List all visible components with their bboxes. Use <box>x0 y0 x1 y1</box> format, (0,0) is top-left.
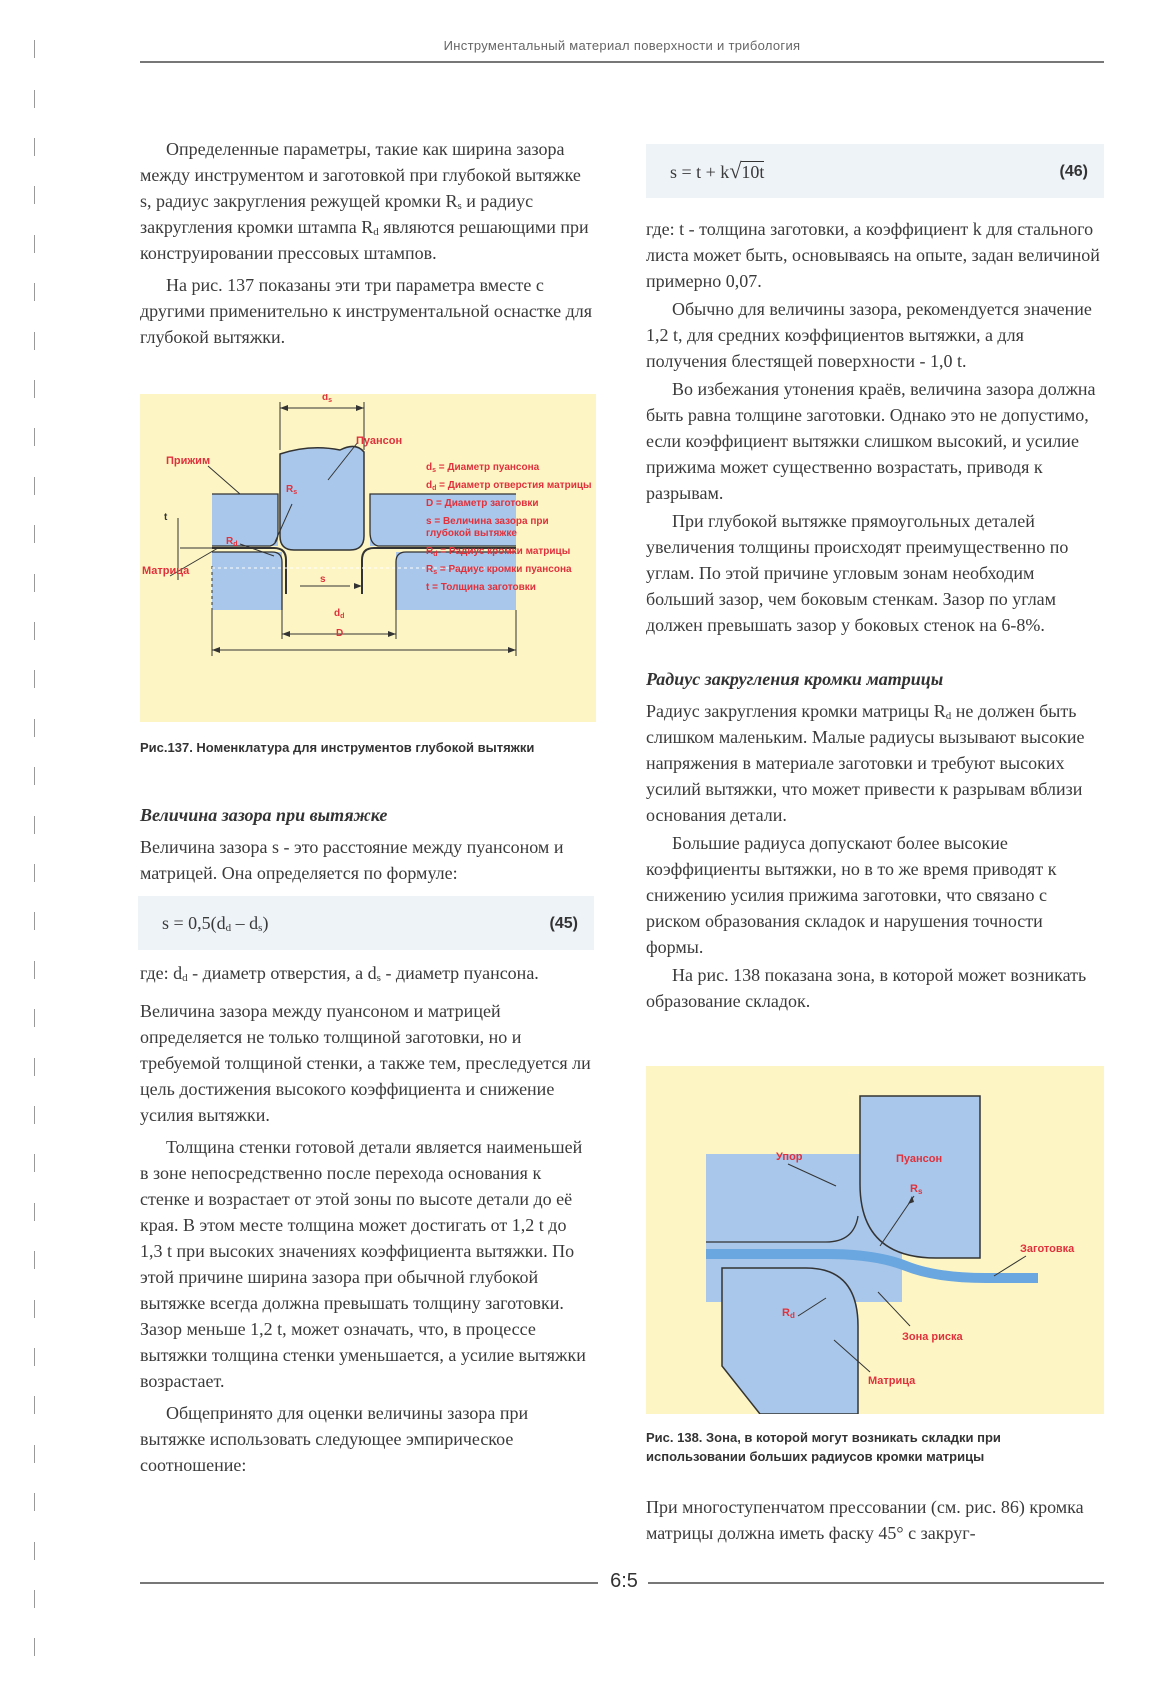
formula-46-number: (46) <box>1059 163 1088 180</box>
label-rs: Rs <box>910 1183 923 1196</box>
paragraph: На рис. 138 показана зона, в которой может возникать образование складок. <box>646 965 1087 1011</box>
die-block <box>722 1268 858 1414</box>
legend-item: $d_s$ = Диаметр пуансона <box>426 462 540 474</box>
punch-body <box>280 446 364 550</box>
punch-block <box>860 1096 980 1258</box>
paragraph: Большие радиуса допускают более высокие коэффициенты вытяжки, но в то же время приводят к снижению усилия прижима заготовки, что связано с риском образования складок и нарушения точности формы. <box>646 833 1057 957</box>
legend-item: $R_s$ = Радиус кромки пуансона <box>426 564 572 576</box>
fig137-legend <box>426 462 592 594</box>
formula-46 <box>646 144 1104 198</box>
label-s: s <box>320 574 326 585</box>
formula-45 <box>138 896 594 950</box>
label-ds: $d_s$ <box>322 394 333 404</box>
figure-137-caption: Рис.137. Номенклатура для инструментов глубокой вытяжки <box>140 740 535 755</box>
right-column <box>646 144 1104 1014</box>
paragraph: Толщина стенки готовой детали является наименьшей в зоне непосредственно после перехода основания к стенке и возрастает от этой зоны по высоте детали до её края. В этом месте толщина может достигать от 1,2 t до 1,3 t при высоких значениях коэффициента вытяжки. По этой причине ширина зазора при обычной глубокой вытяжке всегда должна превышать толщину заготовки. Зазор меньше 1,2 t, может означать, что, в процессе вытяжки толщина стенки уменьшается, а усилие вытяжки возрастает. <box>140 1137 586 1391</box>
label-blank: Заготовка <box>1020 1243 1075 1255</box>
formula-45-number: (45) <box>549 915 578 932</box>
page-number: 6:5 <box>610 1570 638 1592</box>
figure-138 <box>646 1066 1104 1414</box>
right-column-bottom <box>646 1494 1104 1546</box>
label-risk-zone: Зона риска <box>902 1331 963 1343</box>
label-D: D <box>336 628 344 639</box>
formula-46-expression: s = t + k√10t <box>670 158 765 183</box>
formula-45-expression: $s = 0,5(d_d - d_s)$ <box>162 913 269 934</box>
figure-138-caption: Рис. 138. Зона, в которой могут возникать складки при использовании больших радиусов кромки матрицы <box>646 1430 1001 1464</box>
figure-137 <box>140 394 596 722</box>
paragraph: На рис. 137 показаны эти три параметра вместе с другими применительно к инструментальной оснастке для глубокой вытяжки. <box>140 275 592 347</box>
paragraph: Определенные параметры, такие как ширина зазора между инструментом и заготовкой при глубокой вытяжке s, радиус закругления режущей кромки $R_s$ и радиус закругления кромки штампа $R_d$ являются решающими при конструировании прессовых штампов. <box>140 139 589 263</box>
figure-138-diagram <box>646 1066 1104 1414</box>
blank-holder-left <box>212 494 278 546</box>
paragraph: Во избежания утонения краёв, величина зазора должна быть равна толщине заготовки. Однако это не допустимо, если коэффициент вытяжки слишком высокий, и усилие прижима может существенно возрастать, приводя к разрывам. <box>646 379 1096 503</box>
label-dd: $d_d$ <box>334 608 345 620</box>
footer-rule-right <box>648 1582 1104 1584</box>
running-header: Инструментальный материал поверхности и трибология <box>443 38 801 53</box>
paragraph: Радиус закругления кромки матрицы $R_d$ не должен быть слишком маленьким. Малые радиусы вызывают высокие напряжения в материале заготовки и требуют высоких усилий вытяжки, что может привести к разрывам вблизи основания детали. <box>646 701 1085 825</box>
label-t: t <box>164 512 168 523</box>
paragraph: Общепринято для оценки величины зазора при вытяжке использовать следующее эмпирическое соотношение: <box>140 1403 529 1475</box>
legend-item: t = Толщина заготовки <box>426 582 536 593</box>
label-punch: Пуансон <box>356 435 403 447</box>
paragraph: Величина зазора s - это расстояние между пуансоном и матрицей. Она определяется по формуле: <box>140 837 564 883</box>
paragraph: При глубокой вытяжке прямоугольных деталей увеличения толщины происходят преимущественно по углам. По этой причине угловым зонам необходим больший зазор, чем боковым стенкам. Зазор по углам должен превышать зазор у боковых стенок на 6-8%. <box>646 511 1069 635</box>
paragraph: При многоступенчатом прессовании (см. рис. 86) кромка матрицы должна иметь фаску 45° с закруг- <box>646 1497 1084 1543</box>
label-punch: Пуансон <box>896 1153 943 1165</box>
header-rule <box>140 61 1104 63</box>
label-rs: $R_s$ <box>286 484 298 496</box>
label-stop: Упор <box>776 1151 803 1163</box>
section-heading: Радиус закругления кромки матрицы <box>646 669 944 689</box>
paragraph: где: t - толщина заготовки, а коэффициент k для стального листа может быть, основываясь на опыте, задан величиной примерно 0,07. <box>646 219 1100 291</box>
left-column-top <box>140 136 592 350</box>
label-die: Матрица <box>868 1375 916 1387</box>
legend-item: s = Величина зазора при глубокой вытяжке <box>426 516 549 539</box>
binder-holes <box>34 30 44 1670</box>
label-die: Матрица <box>142 565 190 577</box>
legend-item: D = Диаметр заготовки <box>426 498 539 509</box>
paragraph: где: $d_d$ - диаметр отверстия, а $d_s$ - диаметр пуансона. <box>140 963 539 984</box>
label-rd: $R_d$ <box>226 536 238 548</box>
legend-item: $R_d$ = Радиус кромки матрицы <box>426 546 571 558</box>
label-holder: Прижим <box>166 455 211 467</box>
section-heading: Величина зазора при вытяжке <box>140 805 388 825</box>
paragraph: Обычно для величины зазора, рекомендуется значение 1,2 t, для средних коэффициентов вытяжки, а для получения блестящей поверхности - 1,0 t. <box>646 299 1092 371</box>
left-column-bottom <box>140 802 592 1478</box>
paragraph: Величина зазора между пуансоном и матрицей определяется не только толщиной заготовки, но и требуемой толщиной стенки, а также тем, преследуется ли цель достижения высокого коэффициента и снижение усилия вытяжки. <box>140 1001 591 1125</box>
legend-item: $d_d$ = Диаметр отверстия матрицы <box>426 480 592 492</box>
die-left-block <box>212 552 282 610</box>
footer-rule-left <box>140 1582 598 1584</box>
label-rd: Rd <box>782 1307 795 1320</box>
